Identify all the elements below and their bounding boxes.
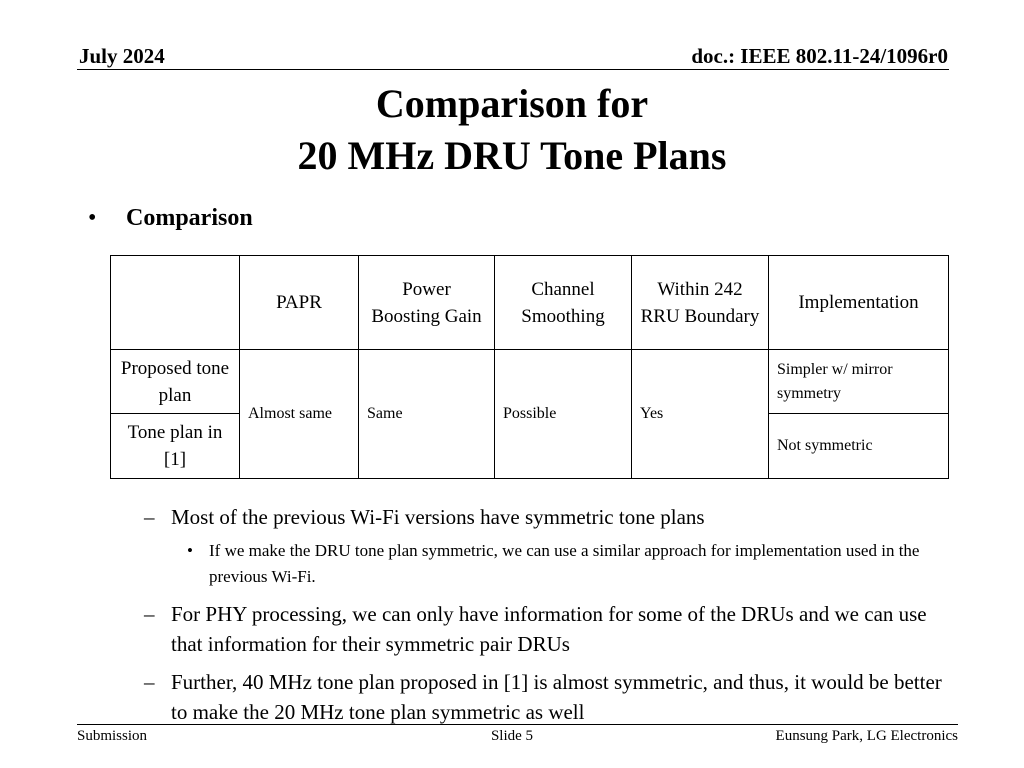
main-bullet (88, 205, 253, 232)
comparison-table (110, 255, 949, 479)
sub-point-text: Most of the previous Wi-Fi versions have symmetric tone plans (171, 505, 705, 529)
sub-sub-point (187, 538, 929, 590)
cell-papr: Almost same (240, 350, 359, 479)
cell-power-boosting: Same (359, 350, 495, 479)
bullet-text: Comparison (126, 205, 253, 231)
sub-point-text: Further, 40 MHz tone plan proposed in [1] is almost symmetric, and thus, it would be better to make the 20 MHz tone plan symmetric as well (171, 670, 942, 724)
header-cell-within-242-rru: Within 242 RRU Boundary (632, 256, 769, 350)
table-row (111, 350, 949, 414)
header-cell-power-boosting-gain: Power Boosting Gain (359, 256, 495, 350)
row-label-tone-plan-1: Tone plan in [1] (111, 414, 240, 479)
dash-marker: – (144, 505, 155, 529)
row-label-proposed: Proposed tone plan (111, 350, 240, 414)
cell-implementation-tone-plan-1: Not symmetric (769, 414, 949, 479)
footer-slide-number: Slide 5 (490, 728, 534, 744)
footer-divider (77, 724, 958, 725)
cell-within-boundary: Yes (632, 350, 769, 479)
table-header-row (111, 256, 949, 350)
header-cell-empty (111, 256, 240, 350)
cell-channel-smoothing: Possible (495, 350, 632, 479)
header-divider (77, 69, 949, 70)
slide-title (0, 78, 1024, 182)
sub-point (144, 502, 951, 532)
header-cell-implementation: Implementation (769, 256, 949, 350)
header-cell-channel-smoothing: Channel Smoothing (495, 256, 632, 350)
sub-point-text: For PHY processing, we can only have information for some of the DRUs and we can use that information for their symmetric pair DRUs (171, 602, 927, 656)
title-line-2: 20 MHz DRU Tone Plans (297, 133, 727, 178)
sub-point (144, 667, 951, 727)
header-doc-id: doc.: IEEE 802.11-24/1096r0 (691, 44, 948, 68)
sub-sub-point-text: If we make the DRU tone plan symmetric, we can use a similar approach for implementation used in the previous Wi-Fi. (209, 541, 920, 586)
header-date: July 2024 (79, 44, 165, 68)
dash-marker: – (144, 670, 155, 694)
sub-point (144, 599, 951, 659)
header-cell-papr: PAPR (240, 256, 359, 350)
cell-implementation-proposed: Simpler w/ mirror symmetry (769, 350, 949, 414)
title-line-1: Comparison for (375, 81, 649, 126)
bullet-marker: • (88, 205, 97, 231)
dash-marker: – (144, 602, 155, 626)
footer-submission: Submission (77, 728, 148, 744)
dot-marker: • (187, 541, 193, 560)
footer-author: Eunsung Park, LG Electronics (775, 728, 958, 744)
